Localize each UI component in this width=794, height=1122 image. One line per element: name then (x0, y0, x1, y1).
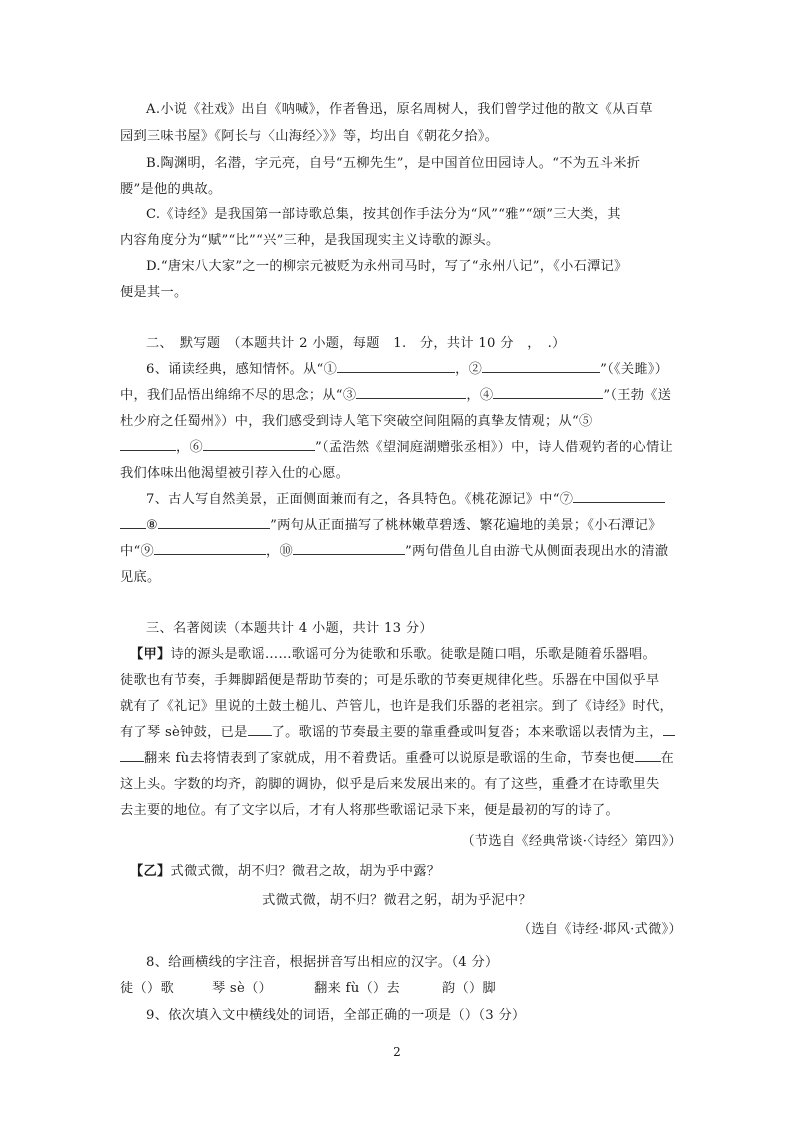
passage-blank-3[interactable] (635, 749, 661, 762)
q6-line3: 杜少府之任蜀州》）中，我们感受到诗人笔下突破空间阻隔的真挚友情观；从“⑤ (120, 414, 593, 429)
q8-stem: 8、给画横线的字注音，根据拼音写出相应的汉字。（4 分） (146, 955, 499, 970)
q6-blank-6[interactable] (203, 438, 315, 451)
q7-line3: 中“⑨ ，⑩ ”两句借鱼儿自由游弋从侧面表现出水的清澈 (120, 544, 669, 559)
q8-item-4: 韵（）脚 (442, 981, 496, 996)
q8-item-2: 琴 sè（） (211, 981, 273, 996)
passage-jia-line2: 徒歌也有节奏，手舞脚蹈便是帮助节奏的；可是乐歌的节奏更规律化些。乐器在中国似乎早 (120, 673, 660, 688)
q7-blank-8[interactable] (158, 516, 270, 529)
passage-jia-line1: 【甲】诗的源头是歌谣……歌谣可分为徒歌和乐歌。徒歌是随口唱，乐歌是随着乐器唱。 (130, 647, 657, 662)
option-b-line1: B.陶渊明，名潜，字元亮，自号“五柳先生”，是中国首位田园诗人。“不为五斗米折 (146, 156, 641, 171)
option-c-line2: 内容角度分为“赋”“比”“兴”三种，是我国现实主义诗歌的源头。 (120, 233, 500, 248)
q6-blank-1[interactable] (337, 360, 455, 373)
option-d-line2: 便是其一。 (120, 285, 188, 300)
passage-yi-source: （选自《诗经·邶风·式微》） (517, 922, 682, 937)
q7-line2: ⑧ ”两句从正面描写了桃林嫩草碧透、繁花遍地的美景；《小石潭记》 (120, 516, 662, 536)
passage-blank-2[interactable] (663, 723, 675, 736)
q8-item-3: 翻来 fù（）去 (314, 981, 400, 996)
passage-jia-line3: 就有了《礼记》里说的土鼓土槌儿、芦管儿，也许是我们乐器的老祖宗。到了《诗经》时代， (120, 699, 673, 714)
passage-jia-source: （节选自《经典常谈·〈诗经〉第四》） (461, 834, 682, 849)
q6-blank-2[interactable] (482, 360, 600, 373)
q6-line1: 6、诵读经典，感知情怀。从“① ，② ”（《关雎》） (146, 362, 669, 377)
passage-blank-1[interactable] (248, 723, 272, 736)
q6-blank-4[interactable] (493, 386, 603, 399)
q7-blank-9[interactable] (154, 542, 266, 555)
q7-line4: 见底。 (120, 570, 161, 585)
passage-jia-tag: 【甲】 (130, 647, 171, 662)
q6-blank-3[interactable] (356, 386, 466, 399)
option-c-line1: C.《诗经》是我国第一部诗歌总集，按其创作手法分为“风”“雅”“颂”三大类，其 (146, 207, 621, 222)
q9-stem: 9、依次填入文中横线处的词语，全部正确的一项是（）（3 分） (146, 1008, 526, 1023)
option-b-line2: 腰”是他的典故。 (120, 182, 222, 197)
q7-blank-7-cont[interactable] (120, 516, 146, 529)
passage-jia-line6: 这上头。字数的均齐，韵脚的调协，似乎是后来发展出来的。有了这些，重叠才在诗歌里失 (120, 777, 660, 792)
page-number: 2 (393, 1045, 401, 1059)
option-a-line2: 园到三味书屋》《阿长与〈山海经〉》》等，均出自《朝花夕拾》。 (120, 129, 499, 144)
passage-yi-line2: 式微式微，胡不归？微君之躬，胡为乎泥中？ (262, 893, 532, 908)
passage-jia-line7: 去主要的地位。有了文字以后，才有人将那些歌谣记录下来，便是最初的写的诗了。 (120, 803, 620, 818)
section-2-title: 二、 默写题 （本题共计 2 小题，每题 1. 分，共计 10 分 ， .） (146, 336, 566, 351)
q6-blank-5[interactable] (120, 438, 176, 451)
passage-jia-line5: 翻来 fù去将情表到了家就成，用不着费话。重叠可以说原是歌谣的生命，节奏也便 在 (120, 749, 674, 769)
passage-blank-2-cont[interactable] (120, 749, 144, 762)
option-d-line1: D.“唐宋八大家”之一的柳宗元被贬为永州司马时，写了“永州八记”，《小石潭记》 (146, 259, 628, 274)
q8-items (120, 979, 496, 999)
q6-line4: ，⑥ ”（孟浩然《望洞庭湖赠张丞相》）中，诗人借观钓者的心情让 (120, 438, 673, 458)
q7-line1: 7、古人写自然美景，正面侧面兼而有之，各具特色。《桃花源记》中“⑦ (146, 490, 665, 510)
q6-line5: 我们体味出他渴望被引荐入仕的心愿。 (120, 466, 350, 481)
passage-yi-tag: 【乙】 (130, 864, 171, 879)
option-a-line1: A.小说《社戏》出自《呐喊》，作者鲁迅，原名周树人，我们曾学过他的散文《从百草 (146, 102, 653, 117)
q7-blank-7[interactable] (573, 490, 665, 503)
q7-blank-10[interactable] (293, 542, 405, 555)
q8-item-1: 徒（）歌 (120, 981, 174, 996)
section-3-title: 三、名著阅读（本题共计 4 小题，共计 13 分） (146, 621, 433, 636)
q6-line2: 中，我们品悟出绵绵不尽的思念；从“③ ，④ ”（王勃《送 (120, 388, 672, 403)
passage-yi-line1: 【乙】式微式微，胡不归？微君之故，胡为乎中露？ (130, 864, 441, 879)
passage-jia-line4: 有了琴 sè钟鼓，已是 了。歌谣的节奏最主要的靠重叠或叫复沓；本来歌谣以表情为主， (120, 723, 675, 743)
